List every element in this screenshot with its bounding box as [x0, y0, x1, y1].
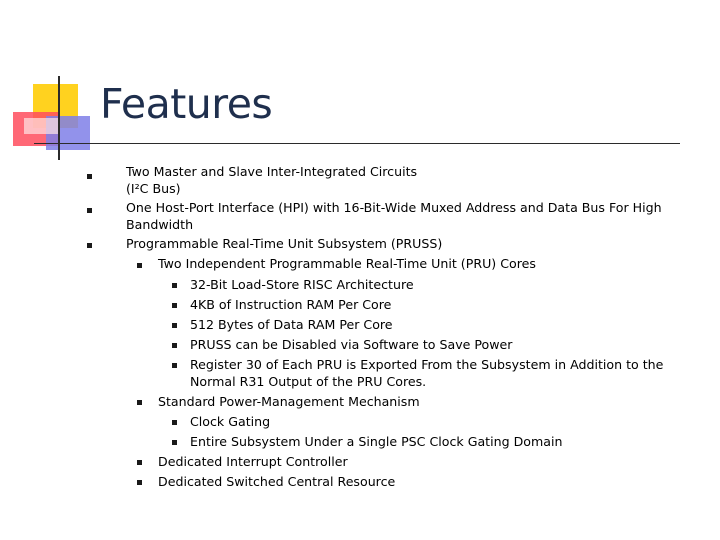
- list-item: Standard Power-Management Mechanism: [158, 394, 420, 409]
- list-item: Entire Subsystem Under a Single PSC Clock Gating Domain: [190, 434, 563, 449]
- list-item: PRUSS can be Disabled via Software to Save Power: [190, 337, 513, 352]
- list-item: Clock Gating: [190, 414, 271, 429]
- list-item-continued: Bandwidth: [126, 217, 194, 232]
- bullet-marker: [172, 420, 177, 425]
- bullet-marker: [172, 323, 177, 328]
- bullet-marker: [172, 440, 177, 445]
- bullet-marker: [87, 174, 92, 179]
- list-item: 512 Bytes of Data RAM Per Core: [190, 317, 393, 332]
- bullet-marker: [172, 283, 177, 288]
- decor-highlight: [24, 118, 60, 134]
- list-item: One Host-Port Interface (HPI) with 16-Bit-Wide Muxed Address and Data Bus For High: [126, 200, 662, 215]
- bullet-marker: [172, 303, 177, 308]
- decor-vertical-line: [58, 76, 60, 160]
- bullet-marker: [87, 243, 92, 248]
- list-item: 32-Bit Load-Store RISC Architecture: [190, 277, 414, 292]
- title-underline: [34, 143, 680, 144]
- bullet-marker: [137, 480, 142, 485]
- bullet-marker: [172, 343, 177, 348]
- bullet-marker: [87, 208, 92, 213]
- list-item: Programmable Real-Time Unit Subsystem (PRUSS): [126, 236, 443, 251]
- list-item: Dedicated Switched Central Resource: [158, 474, 396, 489]
- list-item: 4KB of Instruction RAM Per Core: [190, 297, 392, 312]
- list-item: Two Independent Programmable Real-Time Unit (PRU) Cores: [158, 256, 536, 271]
- bullet-marker: [137, 400, 142, 405]
- list-item: Register 30 of Each PRU is Exported From the Subsystem in Addition to the: [190, 357, 664, 372]
- list-item-continued: Normal R31 Output of the PRU Cores.: [190, 374, 427, 389]
- bullet-marker: [137, 460, 142, 465]
- list-item: Dedicated Interrupt Controller: [158, 454, 348, 469]
- bullet-marker: [137, 263, 142, 268]
- list-item-continued: (I²C Bus): [126, 181, 181, 196]
- list-item: Two Master and Slave Inter-Integrated Circuits: [126, 164, 418, 179]
- slide-title: Features: [100, 80, 273, 128]
- bullet-marker: [172, 363, 177, 368]
